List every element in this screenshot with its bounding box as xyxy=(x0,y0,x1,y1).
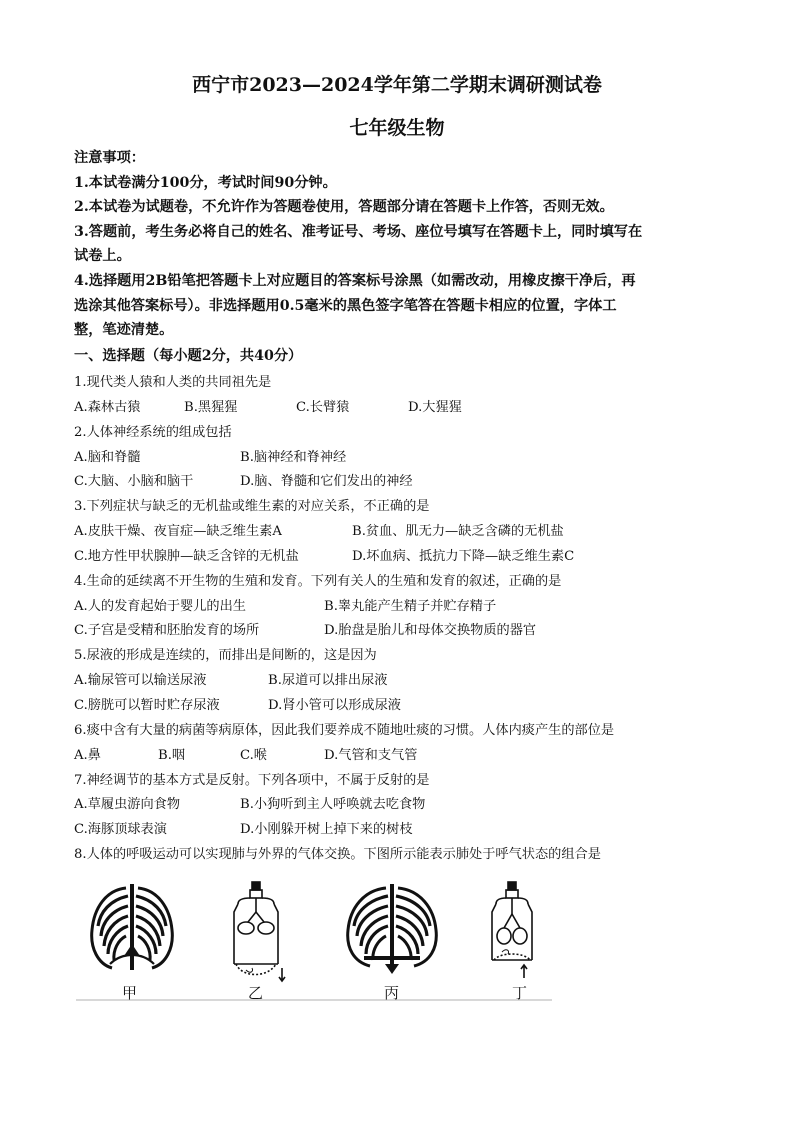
section-title: 一、选择题（每小题2分，共40分） xyxy=(74,348,303,364)
option-row xyxy=(74,818,734,843)
option: C.地方性甲状腺肿—缺乏含锌的无机盐 xyxy=(74,548,299,564)
exam-subtitle: 七年级生物 xyxy=(349,117,445,139)
option: D.脑、脊髓和它们发出的神经 xyxy=(240,474,413,490)
option: C.子宫是受精和胚胎发育的场所 xyxy=(74,623,260,639)
option: B.脑神经和脊神经 xyxy=(240,449,347,465)
option: D.小刚躲开树上掉下来的树枝 xyxy=(240,822,413,838)
option: B.贫血、肌无力—缺乏含磷的无机盐 xyxy=(352,524,564,540)
option: A.输尿管可以输送尿液 xyxy=(74,673,207,689)
option: C.喉 xyxy=(240,747,267,763)
option: B.小狗听到主人呼唤就去吃食物 xyxy=(240,797,426,813)
respiration-diagrams xyxy=(74,876,554,1004)
option: B.睾丸能产生精子并贮存精子 xyxy=(324,598,497,614)
option: D.大猩猩 xyxy=(408,399,462,415)
figure-label-bing: 丙 xyxy=(384,984,400,1002)
option: D.气管和支气管 xyxy=(324,747,418,763)
option: B.尿道可以排出尿液 xyxy=(268,673,388,689)
note-line: 3.答题前，考生务必将自己的姓名、准考证号、考场、座位号填写在答题卡上，同时填写在 xyxy=(74,223,643,240)
option: A.人的发育起始于婴儿的出生 xyxy=(74,598,246,614)
option: A.草履虫游向食物 xyxy=(74,797,181,813)
option: D.肾小管可以形成尿液 xyxy=(268,697,401,713)
option-row xyxy=(74,520,734,545)
figure-label-ding: 丁 xyxy=(512,984,528,1002)
option-row xyxy=(74,470,734,495)
option: C.膀胱可以暂时贮存尿液 xyxy=(74,697,220,713)
option-row xyxy=(74,396,734,421)
question-stem: 6.痰中含有大量的病菌等病原体，因此我们要养成不随地吐痰的习惯。人体内痰产生的部位是 xyxy=(74,722,615,738)
note-line: 2.本试卷为试题卷，不允许作为答题卷使用，答题部分请在答题卡上作答，否则无效。 xyxy=(74,199,614,216)
exam-title: 西宁市2023—2024学年第二学期末调研测试卷 xyxy=(192,74,602,96)
question-stem: 8.人体的呼吸运动可以实现肺与外界的气体交换。下图所示能表示肺处于呼气状态的组合是 xyxy=(74,847,601,863)
respiration-figure xyxy=(74,876,554,1004)
option: A.皮肤干燥、夜盲症—缺乏维生素A xyxy=(74,524,282,540)
option: A.森林古猿 xyxy=(74,399,141,415)
option: A.鼻 xyxy=(74,747,101,763)
notes-block xyxy=(74,146,724,343)
option-row xyxy=(74,694,734,719)
question-stem: 4.生命的延续离不开生物的生殖和发育。下列有关人的生殖和发育的叙述，正确的是 xyxy=(74,573,562,589)
option-row xyxy=(74,545,734,570)
figure-label-yi: 乙 xyxy=(248,984,264,1002)
option: B.黑猩猩 xyxy=(184,399,238,415)
bell-jar-diagram-ding xyxy=(492,882,532,978)
option: C.大脑、小脑和脑干 xyxy=(74,474,194,490)
option-row xyxy=(74,446,734,471)
question-stem: 2.人体神经系统的组成包括 xyxy=(74,424,232,440)
option: D.胎盘是胎儿和母体交换物质的器官 xyxy=(324,623,537,639)
option: C.海豚顶球表演 xyxy=(74,822,167,838)
option-row xyxy=(74,744,734,769)
option: D.坏血病、抵抗力下降—缺乏维生素C xyxy=(352,548,575,564)
note-line: 4.选择题用2B铅笔把答题卡上对应题目的答案标号涂黑（如需改动，用橡皮擦干净后，再 xyxy=(74,272,636,289)
option-row xyxy=(74,669,734,694)
question-stem: 1.现代类人猿和人类的共同祖先是 xyxy=(74,375,272,390)
questions xyxy=(74,371,734,868)
question-stem: 5.尿液的形成是连续的，而排出是间断的，这是因为 xyxy=(74,648,377,664)
option-row xyxy=(74,595,734,620)
figure-label-jia: 甲 xyxy=(122,984,138,1002)
notes-heading: 注意事项： xyxy=(74,150,145,166)
note-line: 1.本试卷满分100分，考试时间90分钟。 xyxy=(74,174,337,191)
option-row xyxy=(74,619,734,644)
option: B.咽 xyxy=(158,747,186,763)
question-stem: 3.下列症状与缺乏的无机盐或维生素的对应关系，不正确的是 xyxy=(74,499,430,515)
option: A.脑和脊髓 xyxy=(74,449,141,465)
question-stem: 7.神经调节的基本方式是反射。下列各项中，不属于反射的是 xyxy=(74,772,430,788)
note-line: 选涂其他答案标号）。非选择题用0.5毫米的黑色签字笔答在答题卡相应的位置，字体工 xyxy=(74,297,617,314)
note-line: 整，笔迹清楚。 xyxy=(74,322,174,339)
arrow-up-icon xyxy=(124,944,140,970)
bell-jar-diagram-yi xyxy=(234,882,285,981)
note-line: 试卷上。 xyxy=(74,248,131,265)
option-row xyxy=(74,793,734,818)
option: C.长臂猿 xyxy=(296,399,350,415)
ribcage-diagram-bing xyxy=(348,884,437,966)
